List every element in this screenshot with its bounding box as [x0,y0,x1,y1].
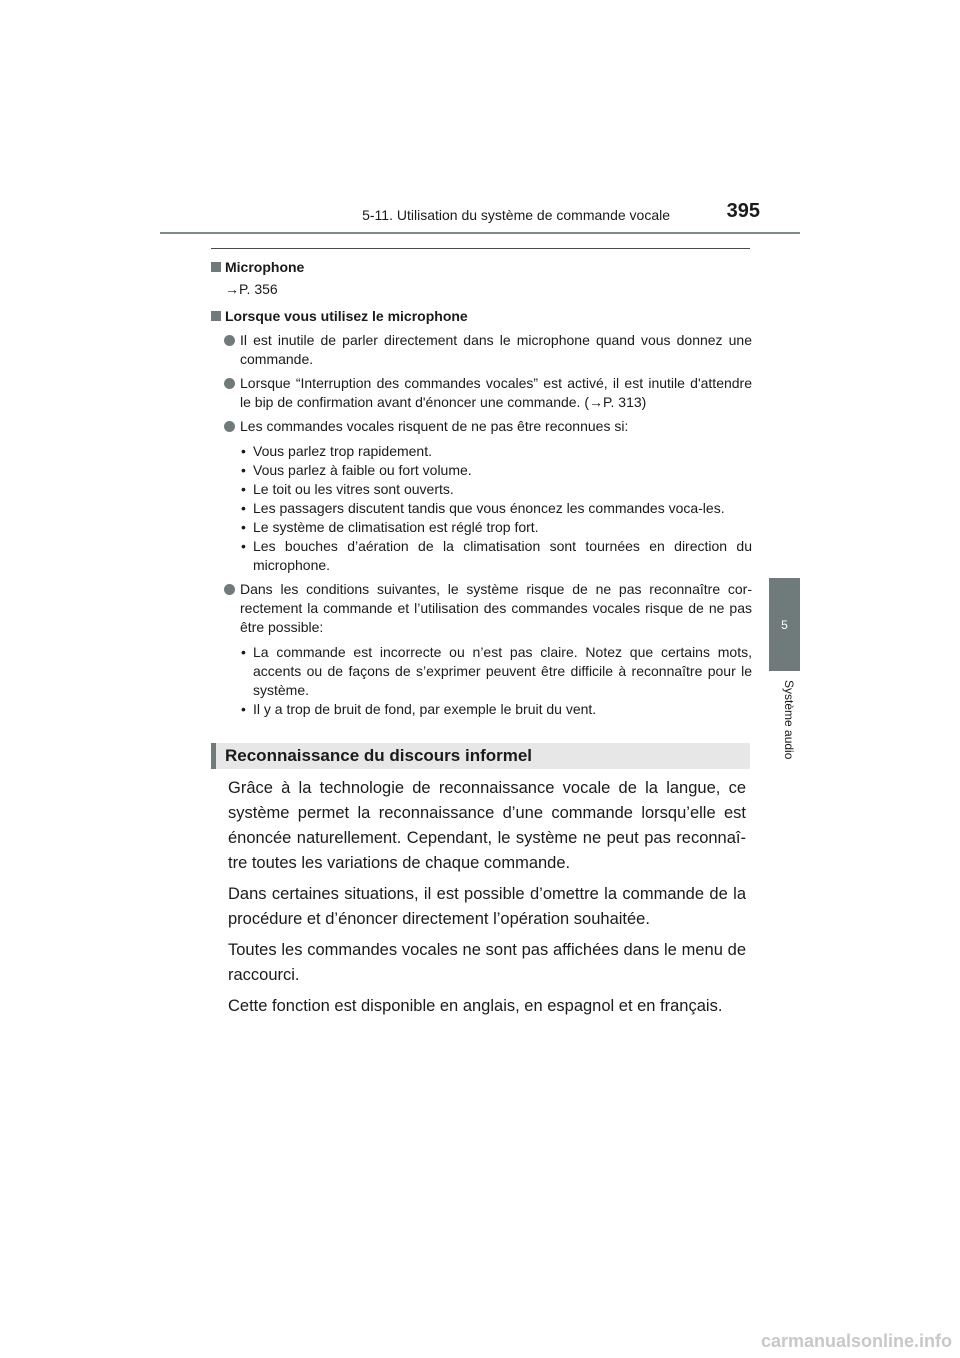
circle-bullet-icon [224,421,235,432]
section-body [228,776,746,1025]
content-divider [211,248,750,249]
section-title-bar [211,743,750,769]
page-number: 395 [726,200,760,222]
chapter-tab [769,578,800,671]
note-text: Il est inutile de parler directement dans le microphone quand vous donnez une commande. [240,332,752,367]
paragraph: Cette fonction est disponible en anglais, en espagnol et en français. [228,997,723,1015]
microphone-page-ref: →P. 356 [225,281,278,297]
difficult-conditions-list [211,643,752,719]
usage-heading [211,307,752,326]
circle-bullet-icon [224,584,235,595]
square-bullet-icon [211,311,221,321]
notes-block [211,258,752,719]
microphone-heading [211,258,752,277]
list-item: • La commande est incorrecte ou n’est pas claire. Notez que certains mots, accents ou de façons de s’exprimer peuvent être difficile à reconnaître pour le système. [241,644,752,698]
list-item: • Les bouches d’aération de la climatisation sont tournées en direction du microphone. [241,538,752,573]
note-bullet [211,331,752,369]
list-item: • Le toit ou les vitres sont ouverts. [241,481,454,497]
list-item: • Il y a trop de bruit de fond, par exemple le bruit du vent. [241,701,597,717]
note-bullet [211,580,752,637]
usage-heading-text: Lorsque vous utilisez le microphone [225,308,468,324]
square-bullet-icon [211,262,221,272]
paragraph: Grâce à la technologie de reconnaissance vocale de la langue, ce système permet la reconnaissance d’une commande lorsqu’elle est énoncée naturellement. Cependant, le système ne peut pas reconnaî-tre toutes les variations de chaque commande. [228,779,746,872]
list-item: • Vous parlez trop rapidement. [241,443,432,459]
section-title: Reconnaissance du discours informel [225,746,533,765]
paragraph: Toutes les commandes vocales ne sont pas affichées dans le menu de raccourci. [228,941,746,984]
header-divider [160,232,800,234]
paragraph: Dans certaines situations, il est possible d’omettre la commande de la procédure et d’énoncer directement l’opération souhaitée. [228,885,746,928]
microphone-heading-text: Microphone [225,259,305,275]
note-bullet [211,417,752,436]
section-accent [211,743,216,769]
circle-bullet-icon [224,335,235,346]
page-header [160,200,800,234]
list-item: • Les passagers discutent tandis que vous énoncez les commandes voca-les. [241,500,725,516]
chapter-number: 5 [781,617,788,632]
note-bullet [211,374,752,412]
list-item: • Vous parlez à faible ou fort volume. [241,462,472,478]
watermark: carmanualsonline.info [760,1331,952,1351]
list-item: • Le système de climatisation est réglé trop fort. [241,519,539,535]
unrecognized-conditions-list [211,442,752,575]
section-heading: 5-11. Utilisation du système de commande vocale [362,207,670,223]
note-text: Dans les conditions suivantes, le système risque de ne pas reconnaître cor-rectement la commande et l’utilisation des commandes vocales risque de ne pas être possible: [240,581,752,635]
note-text: Les commandes vocales risquent de ne pas être reconnues si: [240,418,629,434]
chapter-label: Système audio [782,680,796,760]
note-text: Lorsque “Interruption des commandes vocales” est activé, il est inutile d'attendre le bip de confirmation avant d'énoncer une commande. (→P. 313) [240,375,752,410]
circle-bullet-icon [224,378,235,389]
